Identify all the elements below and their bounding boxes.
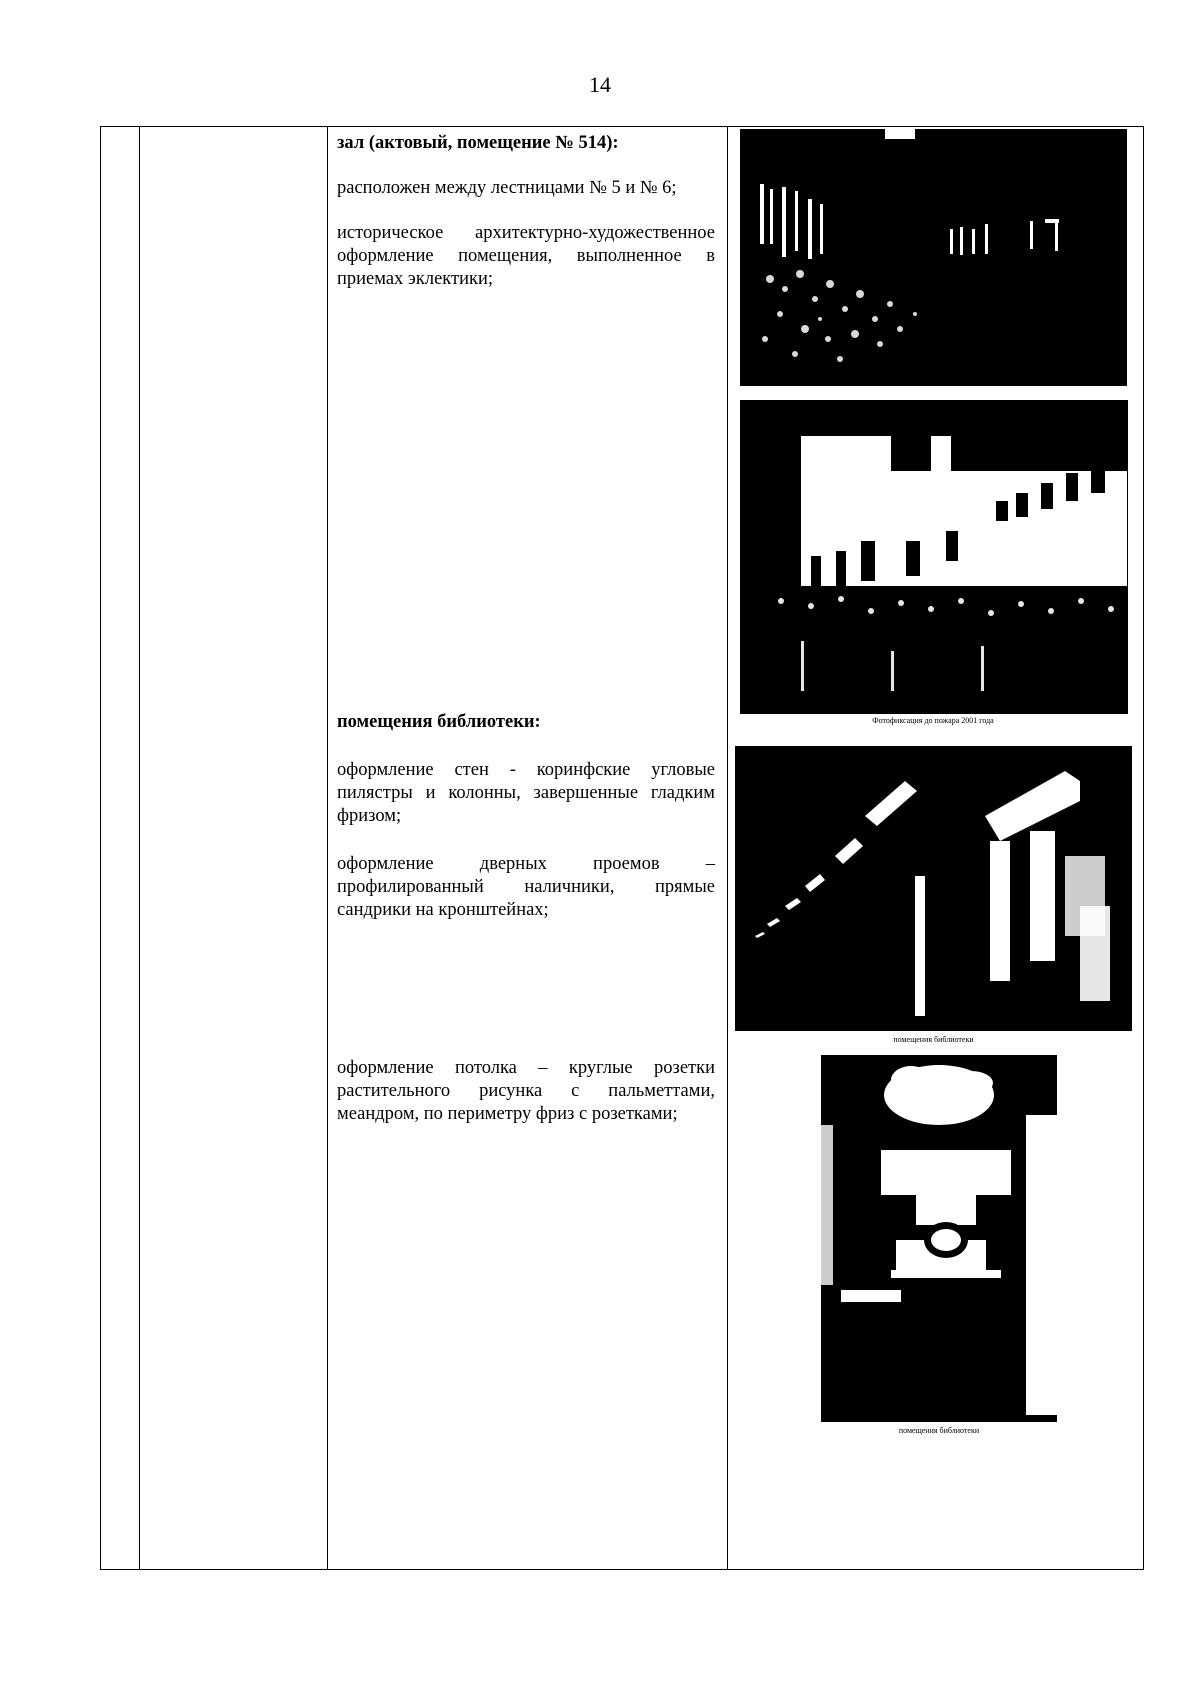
- library-ceiling: оформление потолка – круглые розетки растительного рисунка с пальметтами, меандром, по периметру фриз с розетками;: [337, 1058, 715, 1124]
- table-divider-3: [727, 127, 728, 1569]
- library-photo-1: [735, 746, 1132, 1031]
- library-walls-block: [337, 759, 715, 828]
- library-walls: оформление стен - коринфские угловые пилястры и колонны, завершенные гладким фризом;: [337, 760, 715, 826]
- library-ceiling-block: [337, 1057, 715, 1126]
- hall-location-block: [337, 177, 715, 200]
- photo-3-caption: помещения библиотеки: [893, 1035, 974, 1044]
- photo-2-caption: Фотофиксация до пожара 2001 года: [872, 716, 994, 725]
- table-divider-1: [139, 127, 140, 1569]
- hall-decor-block: [337, 222, 715, 291]
- photo-4-caption: помещения библиотеки: [898, 1426, 980, 1435]
- hall-title: зал (актовый, помещение № 514):: [337, 133, 619, 153]
- library-title: помещения библиотеки:: [337, 712, 541, 732]
- hall-photo-1: [740, 129, 1127, 386]
- hall-photo-2: [740, 400, 1128, 714]
- library-doors-block: [337, 853, 715, 922]
- description-column: [337, 132, 715, 155]
- library-title-block: [337, 711, 715, 734]
- library-photo-2: [821, 1055, 1057, 1422]
- page-number: 14: [589, 72, 611, 97]
- library-doors: оформление дверных проемов – профилированный наличники, прямые сандрики на кронштейнах;: [337, 854, 715, 920]
- hall-location: расположен между лестницами № 5 и № 6;: [337, 178, 677, 198]
- hall-decor: историческое архитектурно-художественное оформление помещения, выполненное в приемах эклектики;: [337, 223, 715, 289]
- table-divider-2: [327, 127, 328, 1569]
